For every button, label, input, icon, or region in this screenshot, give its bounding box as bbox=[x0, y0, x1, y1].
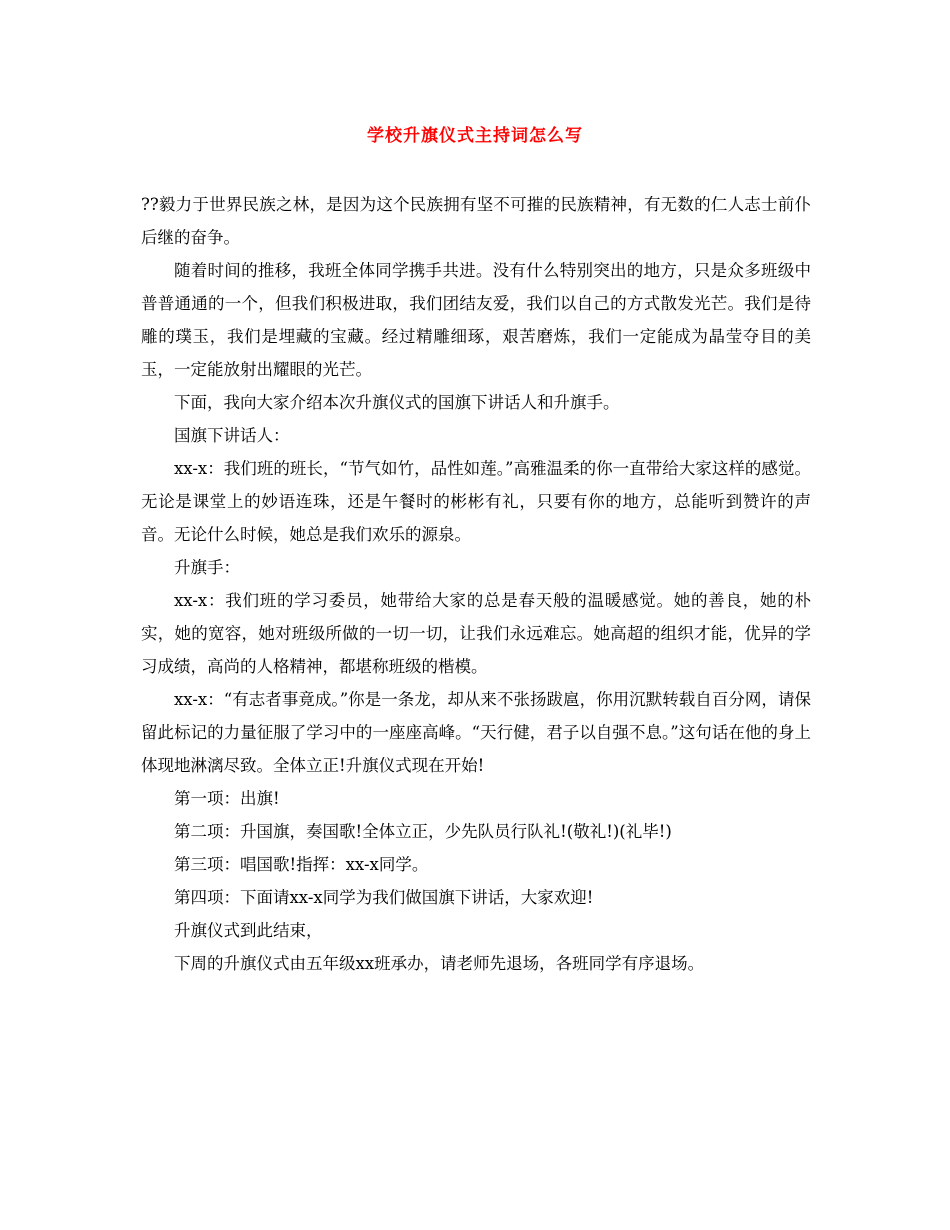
paragraph-10: 第二项：升国旗，奏国歌!全体立正，少先队员行队礼!(敬礼!)(礼毕!) bbox=[174, 822, 672, 841]
document-body bbox=[141, 188, 811, 980]
paragraph-9: 第一项：出旗! bbox=[174, 789, 280, 808]
paragraph-1: ??毅力于世界民族之林，是因为这个民族拥有坚不可摧的民族精神，有无数的仁人志士前仆后继的奋争。 bbox=[141, 195, 811, 247]
paragraph-3: 下面，我向大家介绍本次升旗仪式的国旗下讲话人和升旗手。 bbox=[174, 393, 620, 412]
paragraph-6: 升旗手： bbox=[174, 558, 240, 577]
paragraph-4: 国旗下讲话人： bbox=[174, 426, 290, 445]
paragraph-8: xx-x：“有志者事竟成。”你是一条龙，却从来不张扬跋扈，你用沉默转载自百分网，请保留此标记的力量征服了学习中的一座座高峰。“天行健，君子以自强不息。”这句话在他的身上体现地淋漓尽致。全体立正!升旗仪式现在开始! bbox=[141, 690, 811, 775]
paragraph-11: 第三项：唱国歌!指挥：xx-x同学。 bbox=[174, 855, 429, 874]
paragraph-12: 第四项：下面请xx-x同学为我们做国旗下讲话，大家欢迎! bbox=[174, 888, 594, 907]
paragraph-7: xx-x：我们班的学习委员，她带给大家的总是春天般的温暖感觉。她的善良，她的朴实，她的宽容，她对班级所做的一切一切，让我们永远难忘。她高超的组织才能，优异的学习成绩，高尚的人格精神，都堪称班级的楷模。 bbox=[141, 591, 811, 676]
paragraph-14: 下周的升旗仪式由五年级xx班承办，请老师先退场，各班同学有序退场。 bbox=[174, 954, 705, 973]
paragraph-13: 升旗仪式到此结束， bbox=[174, 921, 323, 940]
paragraph-2: 随着时间的推移，我班全体同学携手共进。没有什么特别突出的地方，只是众多班级中普普通通的一个，但我们积极进取，我们团结友爱，我们以自己的方式散发光芒。我们是待雕的璞玉，我们是埋藏的宝藏。经过精雕细琢，艰苦磨炼，我们一定能成为晶莹夺目的美玉，一定能放射出耀眼的光芒。 bbox=[141, 261, 811, 379]
paragraph-5: xx-x：我们班的班长，“节气如竹，品性如莲。”高雅温柔的你一直带给大家这样的感觉。无论是课堂上的妙语连珠，还是午餐时的彬彬有礼，只要有你的地方，总能听到赞许的声音。无论什么时候，她总是我们欢乐的源泉。 bbox=[141, 459, 811, 544]
document-title: 学校升旗仪式主持词怎么写 bbox=[367, 126, 583, 146]
